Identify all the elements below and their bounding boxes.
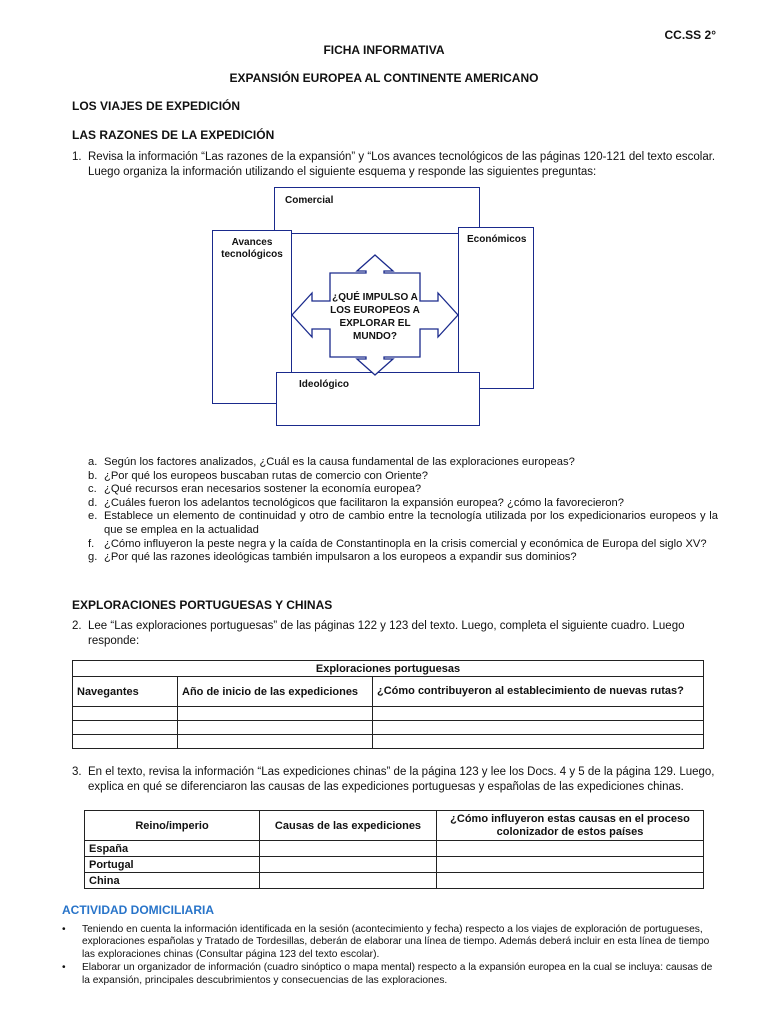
question-text: Establece un elemento de continuidad y otro de cambio entre la tecnología utilizada por los expedicionarios europeos y la que se emplea en la actualidad (104, 510, 718, 536)
question-letter: c. (88, 483, 97, 496)
question-letter: g. (88, 551, 98, 564)
question-item (88, 470, 718, 484)
document-title: FICHA INFORMATIVA (323, 43, 445, 57)
table-exploraciones-portuguesas (72, 660, 704, 749)
instruction-1-line1: Revisa la información “Las razones de la expansión” y “Los avances tecnológicos de las páginas 120-121 del texto escolar. (88, 151, 716, 163)
question-text: ¿Por qué las razones ideológicas también impulsaron a los europeos a expandir sus dominios? (104, 551, 577, 564)
question-item (88, 497, 718, 511)
item-number: 2. (72, 620, 82, 632)
document-subtitle: EXPANSIÓN EUROPEA AL CONTINENTE AMERICANO (229, 71, 539, 85)
table-row (85, 873, 704, 889)
table2-header-causas: Causas de las expediciones (260, 811, 437, 841)
diagram-box-ideologico (276, 372, 480, 426)
table-cell[interactable] (178, 721, 373, 735)
list-item (62, 962, 717, 987)
section-heading-exploraciones: EXPLORACIONES PORTUGUESAS Y CHINAS (72, 598, 333, 612)
instruction-3-line2: explica en qué se diferenciaron las causas de las expediciones portuguesas y españolas de las expediciones chinas. (88, 781, 684, 793)
table2-row-label: España (85, 841, 260, 857)
diagram-center-line3: EXPLORAR EL (339, 318, 411, 329)
question-list (88, 456, 718, 565)
question-letter: a. (88, 456, 98, 468)
section-heading-viajes: LOS VIAJES DE EXPEDICIÓN (72, 99, 241, 113)
instruction-1-line2: Luego organiza la información utilizando el siguiente esquema y responde las siguientes preguntas: (88, 166, 597, 178)
course-code: CC.SS 2° (664, 28, 716, 42)
instruction-3-line1: En el texto, revisa la información “Las expediciones chinas” de la página 123 y lee los Docs. 4 y 5 de la página 129. Luego, (88, 766, 715, 778)
table-causas-expediciones (84, 810, 704, 889)
diagram-center-line1: ¿QUÉ IMPULSO A (332, 292, 418, 303)
table-cell[interactable] (373, 721, 704, 735)
table-row (73, 721, 704, 735)
table2-row-label: Portugal (85, 857, 260, 873)
table-cell[interactable] (260, 841, 437, 857)
question-text: ¿Cómo influyeron la peste negra y la caída de Constantinopla en la crisis comercial y económica de Europa del siglo XV? (104, 537, 707, 550)
diagram-center-line4: MUNDO? (353, 331, 397, 342)
table2-header-influencia: ¿Cómo influyeron estas causas en el proceso colonizador de estos países (437, 811, 704, 841)
table-row (85, 841, 704, 857)
table-cell[interactable] (178, 707, 373, 721)
question-item (88, 510, 718, 537)
table1-header-contribucion: ¿Cómo contribuyeron al establecimiento de nuevas rutas? (373, 677, 704, 707)
bullet: • (62, 924, 66, 935)
table-cell[interactable] (178, 735, 373, 749)
diagram-box-economicos (458, 227, 534, 389)
question-item (88, 483, 718, 497)
question-letter: b. (88, 469, 98, 482)
table-row (73, 735, 704, 749)
homework-item-text: Teniendo en cuenta la información identificada en la sesión (acontecimiento y fecha) respecto a los viajes de exploración de portugueses, exploraciones españolas y Tratado de Tordesillas, deberán de elaborar una línea de tiempo. Además deberá incluir en esta línea de tiempo las exploraciones chinas (Consultar página 123 del texto escolar). (82, 924, 710, 960)
table-cell[interactable] (373, 735, 704, 749)
question-letter: d. (88, 496, 98, 509)
bullet: • (62, 962, 66, 974)
instruction-1 (72, 150, 717, 180)
question-letter: f. (88, 537, 95, 550)
table-cell[interactable] (260, 873, 437, 889)
table-cell[interactable] (437, 873, 704, 889)
instruction-2-line2: responde: (88, 635, 140, 647)
table-cell[interactable] (373, 707, 704, 721)
diagram-box-comercial (274, 187, 480, 234)
diagram-label-ideologico: Ideológico (299, 379, 349, 390)
question-text: ¿Por qué los europeos buscaban rutas de comercio con Oriente? (104, 469, 429, 482)
item-number: 3. (72, 766, 82, 778)
question-item (88, 456, 718, 470)
table-row (73, 707, 704, 721)
table1-header-navegantes: Navegantes (73, 677, 178, 707)
homework-item-text: Elaborar un organizador de información (cuadro sinóptico o mapa mental) respecto a la expansión europea en la cual se incluya: causas de la expansión, principales descubrimientos y consecuencias de las exploraciones. (82, 962, 713, 986)
table-cell[interactable] (73, 721, 178, 735)
diagram-center-line2: LOS EUROPEOS A (330, 305, 420, 316)
question-text: Según los factores analizados, ¿Cuál es la causa fundamental de las exploraciones europeas? (104, 456, 575, 468)
instruction-2 (72, 619, 717, 649)
table2-row-label: China (85, 873, 260, 889)
item-number: 1. (72, 151, 82, 163)
question-item (88, 538, 718, 552)
table-cell[interactable] (73, 735, 178, 749)
diagram-label-avances-line2: tecnológicos (221, 249, 283, 260)
diagram-label-comercial: Comercial (285, 195, 334, 206)
diagram-label-avances-line1: Avances (231, 237, 273, 248)
question-text: ¿Qué recursos eran necesarios sostener la economía europea? (104, 483, 422, 496)
list-item (62, 924, 717, 961)
table1-title: Exploraciones portuguesas (73, 661, 704, 677)
diagram-label-economicos: Económicos (467, 234, 527, 245)
table2-header-reino: Reino/imperio (85, 811, 260, 841)
question-letter: e. (88, 510, 98, 523)
concept-diagram (200, 185, 540, 405)
table-cell[interactable] (73, 707, 178, 721)
section-subheading-razones: LAS RAZONES DE LA EXPEDICIÓN (72, 128, 275, 142)
question-item (88, 551, 718, 565)
instruction-2-line1: Lee “Las exploraciones portuguesas” de las páginas 122 y 123 del texto. Luego, completa el siguiente cuadro. Luego (88, 620, 685, 632)
table-row (85, 857, 704, 873)
table-cell[interactable] (437, 841, 704, 857)
instruction-3 (72, 765, 717, 795)
table-cell[interactable] (260, 857, 437, 873)
table1-header-anio: Año de inicio de las expediciones (178, 677, 373, 707)
table-cell[interactable] (437, 857, 704, 873)
diagram-label-avances (213, 237, 291, 261)
question-text: ¿Cuáles fueron los adelantos tecnológicos que facilitaron la expansión europea? ¿cómo la favorecieron? (104, 496, 624, 509)
homework-heading: ACTIVIDAD DOMICILIARIA (62, 903, 214, 917)
diagram-center-question (318, 291, 432, 343)
homework-list (62, 924, 717, 988)
